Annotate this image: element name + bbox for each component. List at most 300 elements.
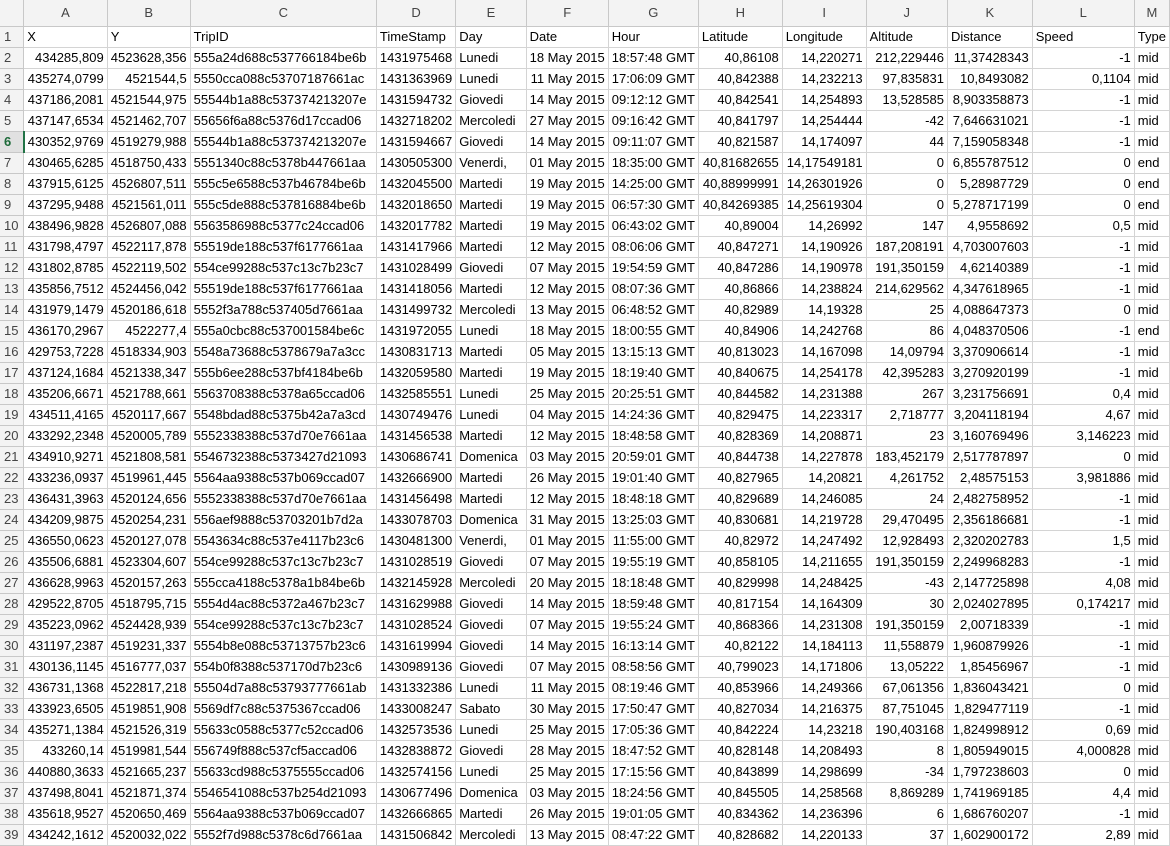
row-header[interactable]: 2	[0, 48, 24, 69]
cell-b18[interactable]: 4521788,661	[107, 384, 190, 405]
cell-c33[interactable]: 5569df7c88c5375367ccad06	[190, 699, 376, 720]
cell-b27[interactable]: 4520157,263	[107, 573, 190, 594]
cell-m33[interactable]: mid	[1134, 699, 1169, 720]
cell-i6[interactable]: 14,174097	[782, 132, 866, 153]
cell-a35[interactable]: 433260,14	[24, 741, 107, 762]
cell-k24[interactable]: 2,356186681	[947, 510, 1032, 531]
cell-c35[interactable]: 556749f888c537cf5accad06	[190, 741, 376, 762]
cell-k27[interactable]: 2,147725898	[947, 573, 1032, 594]
cell-b29[interactable]: 4524428,939	[107, 615, 190, 636]
cell-j29[interactable]: 191,350159	[866, 615, 947, 636]
cell-b17[interactable]: 4521338,347	[107, 363, 190, 384]
cell-m11[interactable]: mid	[1134, 237, 1169, 258]
cell-h17[interactable]: 40,840675	[698, 363, 782, 384]
cell-g12[interactable]: 19:54:59 GMT	[608, 258, 698, 279]
cell-l31[interactable]: -1	[1032, 657, 1134, 678]
cell-e19[interactable]: Lunedi	[456, 405, 526, 426]
row-header[interactable]: 6	[0, 132, 24, 153]
row-header[interactable]: 10	[0, 216, 24, 237]
cell-i13[interactable]: 14,238824	[782, 279, 866, 300]
cell-j39[interactable]: 37	[866, 825, 947, 846]
cell-a7[interactable]: 430465,6285	[24, 153, 107, 174]
cell-g2[interactable]: 18:57:48 GMT	[608, 48, 698, 69]
cell-i20[interactable]: 14,208871	[782, 426, 866, 447]
cell-i22[interactable]: 14,20821	[782, 468, 866, 489]
cell-b3[interactable]: 4521544,5	[107, 69, 190, 90]
cell-k36[interactable]: 1,797238603	[947, 762, 1032, 783]
cell-e16[interactable]: Martedi	[456, 342, 526, 363]
cell-f16[interactable]: 05 May 2015	[526, 342, 608, 363]
cell-d8[interactable]: 1432045500	[376, 174, 455, 195]
cell-m16[interactable]: mid	[1134, 342, 1169, 363]
cell-a3[interactable]: 435274,0799	[24, 69, 107, 90]
cell-m36[interactable]: mid	[1134, 762, 1169, 783]
cell-e18[interactable]: Lunedi	[456, 384, 526, 405]
cell-g17[interactable]: 18:19:40 GMT	[608, 363, 698, 384]
cell-a33[interactable]: 433923,6505	[24, 699, 107, 720]
cell-l30[interactable]: -1	[1032, 636, 1134, 657]
cell-j21[interactable]: 183,452179	[866, 447, 947, 468]
cell-c4[interactable]: 55544b1a88c537374213207e	[190, 90, 376, 111]
cell-j3[interactable]: 97,835831	[866, 69, 947, 90]
cell-h33[interactable]: 40,827034	[698, 699, 782, 720]
cell-e17[interactable]: Martedi	[456, 363, 526, 384]
cell-l27[interactable]: 4,08	[1032, 573, 1134, 594]
cell-b4[interactable]: 4521544,975	[107, 90, 190, 111]
row-header[interactable]: 21	[0, 447, 24, 468]
cell-f6[interactable]: 14 May 2015	[526, 132, 608, 153]
cell-k9[interactable]: 5,278717199	[947, 195, 1032, 216]
cell-g31[interactable]: 08:58:56 GMT	[608, 657, 698, 678]
cell-d27[interactable]: 1432145928	[376, 573, 455, 594]
cell-f39[interactable]: 13 May 2015	[526, 825, 608, 846]
cell-m29[interactable]: mid	[1134, 615, 1169, 636]
cell-c23[interactable]: 5552338388c537d70e7661aa	[190, 489, 376, 510]
cell-h5[interactable]: 40,841797	[698, 111, 782, 132]
cell-d17[interactable]: 1432059580	[376, 363, 455, 384]
cell-i17[interactable]: 14,254178	[782, 363, 866, 384]
cell-a4[interactable]: 437186,2081	[24, 90, 107, 111]
cell-d7[interactable]: 1430505300	[376, 153, 455, 174]
cell-f12[interactable]: 07 May 2015	[526, 258, 608, 279]
cell-h19[interactable]: 40,829475	[698, 405, 782, 426]
cell-k22[interactable]: 2,48575153	[947, 468, 1032, 489]
cell-d24[interactable]: 1433078703	[376, 510, 455, 531]
row-header[interactable]: 12	[0, 258, 24, 279]
cell-c11[interactable]: 55519de188c537f6177661aa	[190, 237, 376, 258]
cell-l25[interactable]: 1,5	[1032, 531, 1134, 552]
cell-c25[interactable]: 5543634c88c537e4117b23c6	[190, 531, 376, 552]
cell-h8[interactable]: 40,88999991	[698, 174, 782, 195]
cell-m4[interactable]: mid	[1134, 90, 1169, 111]
cell-a11[interactable]: 431798,4797	[24, 237, 107, 258]
row-header[interactable]: 31	[0, 657, 24, 678]
cell-d29[interactable]: 1431028524	[376, 615, 455, 636]
cell-a5[interactable]: 437147,6534	[24, 111, 107, 132]
cell-j8[interactable]: 0	[866, 174, 947, 195]
cell-l9[interactable]: 0	[1032, 195, 1134, 216]
cell-e26[interactable]: Giovedi	[456, 552, 526, 573]
cell-c8[interactable]: 555c5e6588c537b46784be6b	[190, 174, 376, 195]
cell-f13[interactable]: 12 May 2015	[526, 279, 608, 300]
cell-j28[interactable]: 30	[866, 594, 947, 615]
cell-l35[interactable]: 4,000828	[1032, 741, 1134, 762]
cell-g22[interactable]: 19:01:40 GMT	[608, 468, 698, 489]
cell-j38[interactable]: 6	[866, 804, 947, 825]
cell-a9[interactable]: 437295,9488	[24, 195, 107, 216]
cell-k21[interactable]: 2,517787897	[947, 447, 1032, 468]
cell-m17[interactable]: mid	[1134, 363, 1169, 384]
cell-b6[interactable]: 4519279,988	[107, 132, 190, 153]
cell-f26[interactable]: 07 May 2015	[526, 552, 608, 573]
cell-m13[interactable]: mid	[1134, 279, 1169, 300]
cell-j14[interactable]: 25	[866, 300, 947, 321]
cell-d38[interactable]: 1432666865	[376, 804, 455, 825]
cell-k18[interactable]: 3,231756691	[947, 384, 1032, 405]
cell-e36[interactable]: Lunedi	[456, 762, 526, 783]
select-all-corner[interactable]	[0, 0, 24, 27]
cell-c19[interactable]: 5548bdad88c5375b42a7a3cd	[190, 405, 376, 426]
cell-i27[interactable]: 14,248425	[782, 573, 866, 594]
cell-l24[interactable]: -1	[1032, 510, 1134, 531]
cell-i23[interactable]: 14,246085	[782, 489, 866, 510]
row-header[interactable]: 5	[0, 111, 24, 132]
cell-h23[interactable]: 40,829689	[698, 489, 782, 510]
cell-b35[interactable]: 4519981,544	[107, 741, 190, 762]
cell-f7[interactable]: 01 May 2015	[526, 153, 608, 174]
row-header[interactable]: 8	[0, 174, 24, 195]
cell-j2[interactable]: 212,229446	[866, 48, 947, 69]
cell-b24[interactable]: 4520254,231	[107, 510, 190, 531]
cell-m28[interactable]: mid	[1134, 594, 1169, 615]
cell-i34[interactable]: 14,23218	[782, 720, 866, 741]
cell-i36[interactable]: 14,298699	[782, 762, 866, 783]
cell-h1[interactable]: Latitude	[698, 27, 782, 48]
cell-m26[interactable]: mid	[1134, 552, 1169, 573]
cell-i3[interactable]: 14,232213	[782, 69, 866, 90]
cell-d36[interactable]: 1432574156	[376, 762, 455, 783]
cell-f37[interactable]: 03 May 2015	[526, 783, 608, 804]
cell-f35[interactable]: 28 May 2015	[526, 741, 608, 762]
cell-k10[interactable]: 4,9558692	[947, 216, 1032, 237]
cell-l17[interactable]: -1	[1032, 363, 1134, 384]
cell-e23[interactable]: Martedi	[456, 489, 526, 510]
cell-f4[interactable]: 14 May 2015	[526, 90, 608, 111]
cell-l13[interactable]: -1	[1032, 279, 1134, 300]
cell-m18[interactable]: mid	[1134, 384, 1169, 405]
cell-i4[interactable]: 14,254893	[782, 90, 866, 111]
cell-c32[interactable]: 55504d7a88c53793777661ab	[190, 678, 376, 699]
cell-m3[interactable]: mid	[1134, 69, 1169, 90]
cell-d32[interactable]: 1431332386	[376, 678, 455, 699]
cell-d25[interactable]: 1430481300	[376, 531, 455, 552]
cell-k34[interactable]: 1,824998912	[947, 720, 1032, 741]
cell-b30[interactable]: 4519231,337	[107, 636, 190, 657]
cell-h13[interactable]: 40,86866	[698, 279, 782, 300]
cell-f18[interactable]: 25 May 2015	[526, 384, 608, 405]
cell-l28[interactable]: 0,174217	[1032, 594, 1134, 615]
row-header[interactable]: 36	[0, 762, 24, 783]
cell-f34[interactable]: 25 May 2015	[526, 720, 608, 741]
cell-b11[interactable]: 4522117,878	[107, 237, 190, 258]
cell-l37[interactable]: 4,4	[1032, 783, 1134, 804]
cell-g14[interactable]: 06:48:52 GMT	[608, 300, 698, 321]
cell-b28[interactable]: 4518795,715	[107, 594, 190, 615]
cell-e1[interactable]: Day	[456, 27, 526, 48]
cell-c2[interactable]: 555a24d688c537766184be6b	[190, 48, 376, 69]
cell-l14[interactable]: 0	[1032, 300, 1134, 321]
cell-f38[interactable]: 26 May 2015	[526, 804, 608, 825]
cell-l15[interactable]: -1	[1032, 321, 1134, 342]
cell-c18[interactable]: 5563708388c5378a65ccad06	[190, 384, 376, 405]
cell-c37[interactable]: 5546541088c537b254d21093	[190, 783, 376, 804]
cell-d35[interactable]: 1432838872	[376, 741, 455, 762]
cell-c22[interactable]: 5564aa9388c537b069ccad07	[190, 468, 376, 489]
cell-d11[interactable]: 1431417966	[376, 237, 455, 258]
cell-f8[interactable]: 19 May 2015	[526, 174, 608, 195]
cell-h21[interactable]: 40,844738	[698, 447, 782, 468]
cell-a34[interactable]: 435271,1384	[24, 720, 107, 741]
cell-c28[interactable]: 5554d4ac88c5372a467b23c7	[190, 594, 376, 615]
cell-l32[interactable]: 0	[1032, 678, 1134, 699]
cell-k38[interactable]: 1,686760207	[947, 804, 1032, 825]
cell-g8[interactable]: 14:25:00 GMT	[608, 174, 698, 195]
cell-a22[interactable]: 433236,0937	[24, 468, 107, 489]
cell-m30[interactable]: mid	[1134, 636, 1169, 657]
cell-a20[interactable]: 433292,2348	[24, 426, 107, 447]
row-header[interactable]: 30	[0, 636, 24, 657]
cell-f32[interactable]: 11 May 2015	[526, 678, 608, 699]
cell-b9[interactable]: 4521561,011	[107, 195, 190, 216]
cell-c13[interactable]: 55519de188c537f6177661aa	[190, 279, 376, 300]
cell-g28[interactable]: 18:59:48 GMT	[608, 594, 698, 615]
cell-l3[interactable]: 0,1104	[1032, 69, 1134, 90]
cell-l16[interactable]: -1	[1032, 342, 1134, 363]
cell-k13[interactable]: 4,347618965	[947, 279, 1032, 300]
cell-m39[interactable]: mid	[1134, 825, 1169, 846]
cell-a17[interactable]: 437124,1684	[24, 363, 107, 384]
cell-h2[interactable]: 40,86108	[698, 48, 782, 69]
cell-l11[interactable]: -1	[1032, 237, 1134, 258]
cell-k1[interactable]: Distance	[947, 27, 1032, 48]
row-header[interactable]: 7	[0, 153, 24, 174]
cell-f31[interactable]: 07 May 2015	[526, 657, 608, 678]
cell-h38[interactable]: 40,834362	[698, 804, 782, 825]
cell-m32[interactable]: mid	[1134, 678, 1169, 699]
cell-j10[interactable]: 147	[866, 216, 947, 237]
cell-d13[interactable]: 1431418056	[376, 279, 455, 300]
cell-a28[interactable]: 429522,8705	[24, 594, 107, 615]
cell-b25[interactable]: 4520127,078	[107, 531, 190, 552]
cell-g3[interactable]: 17:06:09 GMT	[608, 69, 698, 90]
cell-i5[interactable]: 14,254444	[782, 111, 866, 132]
cell-i28[interactable]: 14,164309	[782, 594, 866, 615]
cell-e4[interactable]: Giovedi	[456, 90, 526, 111]
cell-f15[interactable]: 18 May 2015	[526, 321, 608, 342]
cell-m21[interactable]: mid	[1134, 447, 1169, 468]
cell-h36[interactable]: 40,843899	[698, 762, 782, 783]
cell-j27[interactable]: -43	[866, 573, 947, 594]
cell-f2[interactable]: 18 May 2015	[526, 48, 608, 69]
cell-i26[interactable]: 14,211655	[782, 552, 866, 573]
cell-m38[interactable]: mid	[1134, 804, 1169, 825]
cell-e35[interactable]: Giovedi	[456, 741, 526, 762]
cell-e39[interactable]: Mercoledi	[456, 825, 526, 846]
cell-b8[interactable]: 4526807,511	[107, 174, 190, 195]
row-header[interactable]: 37	[0, 783, 24, 804]
cell-l18[interactable]: 0,4	[1032, 384, 1134, 405]
cell-e7[interactable]: Venerdi,	[456, 153, 526, 174]
cell-g15[interactable]: 18:00:55 GMT	[608, 321, 698, 342]
cell-e9[interactable]: Martedi	[456, 195, 526, 216]
row-header[interactable]: 14	[0, 300, 24, 321]
cell-h26[interactable]: 40,858105	[698, 552, 782, 573]
cell-l34[interactable]: 0,69	[1032, 720, 1134, 741]
cell-c6[interactable]: 55544b1a88c537374213207e	[190, 132, 376, 153]
cell-i24[interactable]: 14,219728	[782, 510, 866, 531]
cell-d22[interactable]: 1432666900	[376, 468, 455, 489]
cell-d39[interactable]: 1431506842	[376, 825, 455, 846]
cell-f36[interactable]: 25 May 2015	[526, 762, 608, 783]
cell-h32[interactable]: 40,853966	[698, 678, 782, 699]
cell-d18[interactable]: 1432585551	[376, 384, 455, 405]
column-header-c[interactable]: C	[190, 0, 376, 27]
cell-c38[interactable]: 5564aa9388c537b069ccad07	[190, 804, 376, 825]
cell-d14[interactable]: 1431499732	[376, 300, 455, 321]
cell-g26[interactable]: 19:55:19 GMT	[608, 552, 698, 573]
cell-d5[interactable]: 1432718202	[376, 111, 455, 132]
cell-g30[interactable]: 16:13:14 GMT	[608, 636, 698, 657]
cell-d12[interactable]: 1431028499	[376, 258, 455, 279]
cell-j5[interactable]: -42	[866, 111, 947, 132]
cell-m24[interactable]: mid	[1134, 510, 1169, 531]
cell-g7[interactable]: 18:35:00 GMT	[608, 153, 698, 174]
cell-l10[interactable]: 0,5	[1032, 216, 1134, 237]
cell-b16[interactable]: 4518334,903	[107, 342, 190, 363]
cell-m23[interactable]: mid	[1134, 489, 1169, 510]
cell-l29[interactable]: -1	[1032, 615, 1134, 636]
cell-m22[interactable]: mid	[1134, 468, 1169, 489]
row-header[interactable]: 39	[0, 825, 24, 846]
cell-h15[interactable]: 40,84906	[698, 321, 782, 342]
cell-a8[interactable]: 437915,6125	[24, 174, 107, 195]
cell-g10[interactable]: 06:43:02 GMT	[608, 216, 698, 237]
cell-j18[interactable]: 267	[866, 384, 947, 405]
cell-c1[interactable]: TripID	[190, 27, 376, 48]
cell-b15[interactable]: 4522277,4	[107, 321, 190, 342]
cell-g19[interactable]: 14:24:36 GMT	[608, 405, 698, 426]
cell-b12[interactable]: 4522119,502	[107, 258, 190, 279]
cell-i33[interactable]: 14,216375	[782, 699, 866, 720]
cell-c10[interactable]: 5563586988c5377c24ccad06	[190, 216, 376, 237]
cell-m27[interactable]: mid	[1134, 573, 1169, 594]
cell-g38[interactable]: 19:01:05 GMT	[608, 804, 698, 825]
cell-m25[interactable]: mid	[1134, 531, 1169, 552]
row-header[interactable]: 13	[0, 279, 24, 300]
cell-h28[interactable]: 40,817154	[698, 594, 782, 615]
cell-i32[interactable]: 14,249366	[782, 678, 866, 699]
cell-c26[interactable]: 554ce99288c537c13c7b23c7	[190, 552, 376, 573]
cell-m15[interactable]: end	[1134, 321, 1169, 342]
cell-a24[interactable]: 434209,9875	[24, 510, 107, 531]
cell-c30[interactable]: 5554b8e088c53713757b23c6	[190, 636, 376, 657]
cell-i8[interactable]: 14,26301926	[782, 174, 866, 195]
cell-b34[interactable]: 4521526,319	[107, 720, 190, 741]
cell-l23[interactable]: -1	[1032, 489, 1134, 510]
cell-i11[interactable]: 14,190926	[782, 237, 866, 258]
cell-f3[interactable]: 11 May 2015	[526, 69, 608, 90]
cell-g37[interactable]: 18:24:56 GMT	[608, 783, 698, 804]
cell-e38[interactable]: Martedi	[456, 804, 526, 825]
cell-g6[interactable]: 09:11:07 GMT	[608, 132, 698, 153]
cell-c17[interactable]: 555b6ee288c537bf4184be6b	[190, 363, 376, 384]
cell-m9[interactable]: end	[1134, 195, 1169, 216]
cell-a27[interactable]: 436628,9963	[24, 573, 107, 594]
cell-i35[interactable]: 14,208493	[782, 741, 866, 762]
cell-g32[interactable]: 08:19:46 GMT	[608, 678, 698, 699]
cell-m12[interactable]: mid	[1134, 258, 1169, 279]
cell-d3[interactable]: 1431363969	[376, 69, 455, 90]
cell-d20[interactable]: 1431456538	[376, 426, 455, 447]
cell-g5[interactable]: 09:16:42 GMT	[608, 111, 698, 132]
cell-j34[interactable]: 190,403168	[866, 720, 947, 741]
cell-c5[interactable]: 55656f6a88c5376d17ccad06	[190, 111, 376, 132]
cell-e15[interactable]: Lunedi	[456, 321, 526, 342]
cell-e3[interactable]: Lunedi	[456, 69, 526, 90]
cell-e33[interactable]: Sabato	[456, 699, 526, 720]
cell-a6[interactable]: 430352,9769	[24, 132, 107, 153]
cell-h31[interactable]: 40,799023	[698, 657, 782, 678]
cell-a12[interactable]: 431802,8785	[24, 258, 107, 279]
cell-j20[interactable]: 23	[866, 426, 947, 447]
cell-m6[interactable]: mid	[1134, 132, 1169, 153]
cell-j37[interactable]: 8,869289	[866, 783, 947, 804]
cell-a18[interactable]: 435206,6671	[24, 384, 107, 405]
cell-j17[interactable]: 42,395283	[866, 363, 947, 384]
cell-a1[interactable]: X	[24, 27, 107, 48]
cell-d30[interactable]: 1431619994	[376, 636, 455, 657]
cell-m31[interactable]: mid	[1134, 657, 1169, 678]
cell-l8[interactable]: 0	[1032, 174, 1134, 195]
cell-k28[interactable]: 2,024027895	[947, 594, 1032, 615]
cell-l1[interactable]: Speed	[1032, 27, 1134, 48]
cell-e34[interactable]: Lunedi	[456, 720, 526, 741]
cell-j36[interactable]: -34	[866, 762, 947, 783]
cell-e14[interactable]: Mercoledi	[456, 300, 526, 321]
cell-f17[interactable]: 19 May 2015	[526, 363, 608, 384]
cell-a26[interactable]: 435506,6881	[24, 552, 107, 573]
cell-k23[interactable]: 2,482758952	[947, 489, 1032, 510]
cell-c3[interactable]: 5550cca088c53707187661ac	[190, 69, 376, 90]
cell-b14[interactable]: 4520186,618	[107, 300, 190, 321]
cell-h37[interactable]: 40,845505	[698, 783, 782, 804]
cell-c16[interactable]: 5548a73688c5378679a7a3cc	[190, 342, 376, 363]
cell-l20[interactable]: 3,146223	[1032, 426, 1134, 447]
cell-f5[interactable]: 27 May 2015	[526, 111, 608, 132]
cell-k8[interactable]: 5,28987729	[947, 174, 1032, 195]
cell-l36[interactable]: 0	[1032, 762, 1134, 783]
cell-k29[interactable]: 2,00718339	[947, 615, 1032, 636]
cell-l39[interactable]: 2,89	[1032, 825, 1134, 846]
cell-b31[interactable]: 4516777,037	[107, 657, 190, 678]
cell-l26[interactable]: -1	[1032, 552, 1134, 573]
cell-f23[interactable]: 12 May 2015	[526, 489, 608, 510]
cell-d15[interactable]: 1431972055	[376, 321, 455, 342]
cell-j35[interactable]: 8	[866, 741, 947, 762]
cell-a16[interactable]: 429753,7228	[24, 342, 107, 363]
cell-f10[interactable]: 19 May 2015	[526, 216, 608, 237]
row-header[interactable]: 16	[0, 342, 24, 363]
